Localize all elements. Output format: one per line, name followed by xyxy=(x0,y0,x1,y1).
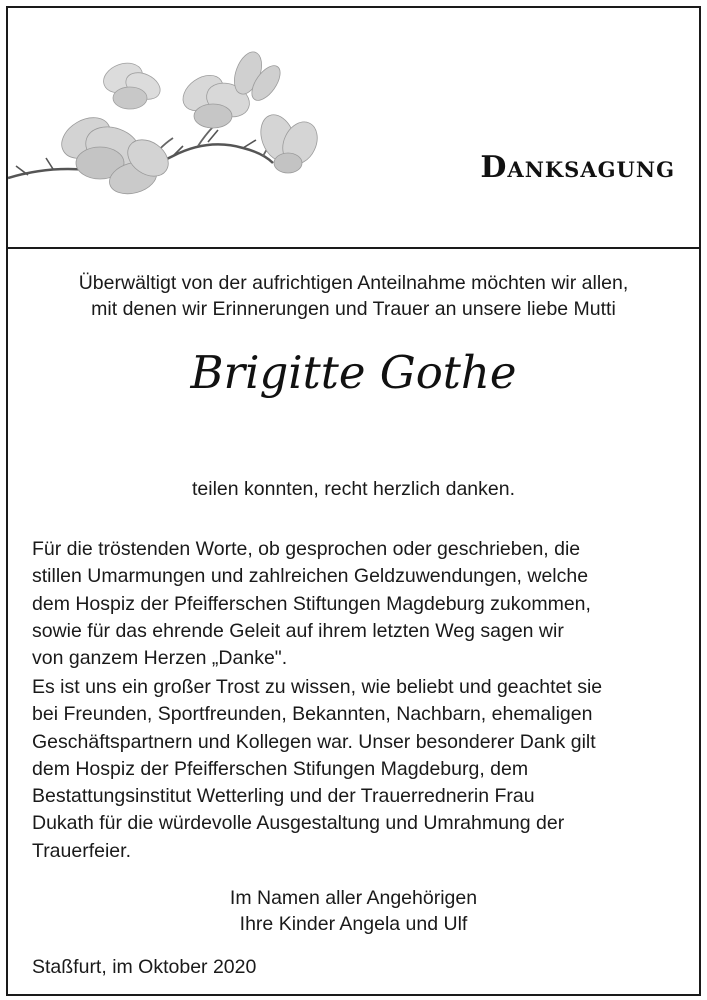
header-divider xyxy=(8,247,699,249)
paragraph-line: Für die tröstenden Worte, ob gesprochen oder geschrieben, die xyxy=(32,538,581,560)
magnolia-branch-icon xyxy=(8,38,328,218)
page-title: Danksagung xyxy=(480,150,675,185)
intro-line: mit denen wir Erinnerungen und Trauer an unsere liebe Mutti xyxy=(91,298,616,320)
obituary-card xyxy=(6,6,701,996)
deceased-name: Brigitte Gothe xyxy=(190,346,517,399)
paragraph-line: Bestattungsinstitut Wetterling und der Trauerrednerin Frau xyxy=(32,785,535,808)
thanks-line: teilen konnten, recht herzlich danken. xyxy=(191,478,516,500)
paragraph-line: bei Freunden, Sportfreunden, Bekannten, Nachbarn, ehemaligen xyxy=(32,703,593,726)
paragraph-line: von ganzem Herzen „Danke". xyxy=(32,647,288,670)
paragraph-line: Es ist uns ein großer Trost zu wissen, wie beliebt und geachtet sie xyxy=(32,676,603,698)
paragraph-2 xyxy=(32,674,677,865)
paragraph-1 xyxy=(32,536,677,672)
signature xyxy=(8,885,699,937)
card-header xyxy=(8,8,699,246)
place-date: Staßfurt, im Oktober 2020 xyxy=(32,956,257,978)
paragraph-line: Dukath für die würdevolle Ausgestaltung und Umrahmung der xyxy=(32,812,565,835)
signature-line: Im Namen aller Angehörigen xyxy=(229,887,478,909)
paragraph-line: sowie für das ehrende Geleit auf ihrem letzten Weg sagen wir xyxy=(32,619,564,642)
paragraph-line: Trauerfeier. xyxy=(32,839,131,862)
intro-line: Überwältigt von der aufrichtigen Anteilnahme möchten wir allen, xyxy=(78,272,629,294)
intro-text xyxy=(8,270,699,322)
paragraph-line: dem Hospiz der Pfeifferschen Stiftungen Magdeburg zukommen, xyxy=(32,592,591,615)
paragraph-line: Geschäftspartnern und Kollegen war. Unser besonderer Dank gilt xyxy=(32,730,596,753)
paragraph-line: stillen Umarmungen und zahlreichen Geldzuwendungen, welche xyxy=(32,565,589,588)
signature-line: Ihre Kinder Angela und Ulf xyxy=(239,913,468,935)
paragraph-line: dem Hospiz der Pfeifferschen Stifungen Magdeburg, dem xyxy=(32,757,529,780)
